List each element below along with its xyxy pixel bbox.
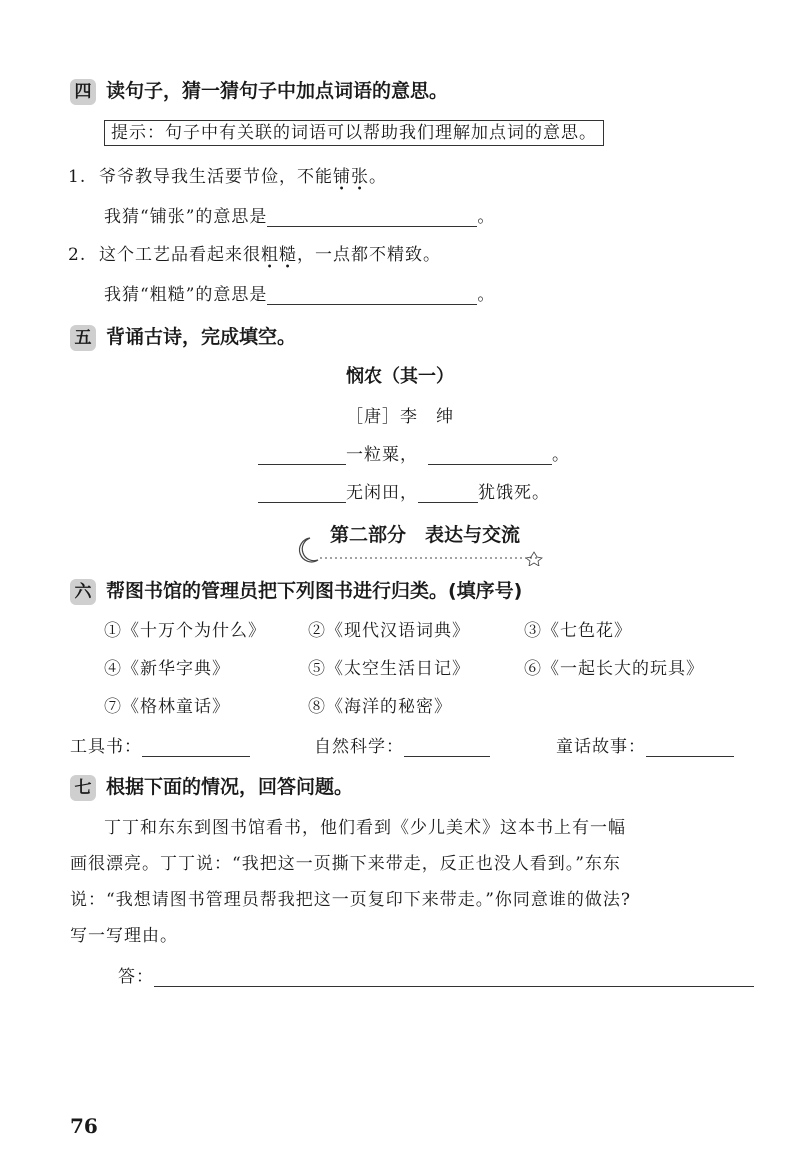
question-number: 2. xyxy=(68,245,87,265)
poem-end: 。 xyxy=(552,445,570,465)
paragraph-line: 丁丁和东东到图书馆看书，他们看到《少儿美术》这本书上有一幅 xyxy=(104,818,626,838)
question-text: 爷爷教导我生活要节俭，不能 xyxy=(99,167,334,187)
answer-end: 。 xyxy=(477,207,496,227)
book-item: ⑧《海洋的秘密》 xyxy=(308,697,452,717)
poem-blank[interactable] xyxy=(258,446,346,465)
book-item: ⑦《格林童话》 xyxy=(104,697,230,717)
poem-author: ［唐］李 绅 xyxy=(346,407,454,427)
answer-1 xyxy=(104,202,495,227)
answer-row xyxy=(118,962,754,987)
dotted-char: 粗 • xyxy=(261,245,280,273)
book-item: ③《七色花》 xyxy=(524,621,632,641)
category-label: 童话故事： xyxy=(556,737,646,757)
section-title: 帮图书馆的管理员把下列图书进行归类。(填序号) xyxy=(106,580,523,602)
section-badge: 七 xyxy=(70,775,96,801)
poem-blank[interactable] xyxy=(418,484,478,503)
poem-line-1 xyxy=(258,440,570,465)
poem-title: 悯农（其一） xyxy=(346,366,454,387)
dotted-char: 糙 • xyxy=(279,245,298,273)
category-label: 工具书： xyxy=(70,737,142,757)
answer-label: 答： xyxy=(118,967,154,987)
question-end: ，一点都不精致。 xyxy=(297,245,442,265)
book-item: ⑥《一起长大的玩具》 xyxy=(524,659,704,679)
answer-end: 。 xyxy=(477,285,496,305)
category-tools xyxy=(70,732,250,757)
question-end: 。 xyxy=(369,167,388,187)
dotted-char: 铺 • xyxy=(333,167,352,195)
poem-text: 一粒粟， xyxy=(346,445,418,465)
part-title: 第二部分 表达与交流 xyxy=(330,524,521,546)
dotted-char: 张 • xyxy=(351,167,370,195)
answer-blank[interactable] xyxy=(267,286,477,305)
category-fairytale xyxy=(556,732,734,757)
hint-box xyxy=(104,118,604,143)
section-title: 根据下面的情况，回答问题。 xyxy=(106,776,354,798)
section-6-header xyxy=(70,576,522,605)
section-title: 背诵古诗，完成填空。 xyxy=(106,326,297,348)
paragraph-line: 画很漂亮。丁丁说：“我把这一页撕下来带走，反正也没人看到。”东东 xyxy=(70,854,621,874)
section-5-header xyxy=(70,322,296,351)
book-item: ②《现代汉语词典》 xyxy=(308,621,470,641)
section-badge: 五 xyxy=(70,325,96,351)
answer-blank[interactable] xyxy=(267,208,477,227)
category-blank[interactable] xyxy=(646,738,734,757)
book-item: ①《十万个为什么》 xyxy=(104,621,266,641)
poem-end: 犹饿死。 xyxy=(478,483,550,503)
category-blank[interactable] xyxy=(404,738,490,757)
section-title: 读句子，猜一猜句子中加点词语的意思。 xyxy=(106,80,449,102)
question-1 xyxy=(68,162,388,195)
section-4-header xyxy=(70,76,448,105)
page-number: 76 xyxy=(70,1114,98,1138)
book-item: ④《新华字典》 xyxy=(104,659,230,679)
moon-decoration-icon xyxy=(290,534,550,566)
poem-text: 无闲田， xyxy=(346,483,418,503)
section-badge: 四 xyxy=(70,79,96,105)
answer-prompt: 我猜“粗糙”的意思是 xyxy=(104,285,268,305)
category-label: 自然科学： xyxy=(314,737,404,757)
answer-line[interactable] xyxy=(154,968,754,987)
poem-line-2 xyxy=(258,478,550,503)
paragraph-line: 写一写理由。 xyxy=(70,926,178,946)
question-text: 这个工艺品看起来很 xyxy=(99,245,262,265)
book-item: ⑤《太空生活日记》 xyxy=(308,659,470,679)
part-2-banner xyxy=(290,520,550,566)
question-number: 1. xyxy=(68,167,87,187)
poem-blank[interactable] xyxy=(428,446,552,465)
section-7-header xyxy=(70,772,353,801)
category-blank[interactable] xyxy=(142,738,250,757)
paragraph-line: 说：“我想请图书管理员帮我把这一页复印下来带走。”你同意谁的做法? xyxy=(70,890,631,910)
question-2 xyxy=(68,240,442,273)
poem-blank[interactable] xyxy=(258,484,346,503)
hint-text: 提示：句子中有关联的词语可以帮助我们理解加点词的意思。 xyxy=(104,120,604,146)
section-badge: 六 xyxy=(70,579,96,605)
category-science xyxy=(314,732,490,757)
answer-prompt: 我猜“铺张”的意思是 xyxy=(104,207,268,227)
answer-2 xyxy=(104,280,495,305)
